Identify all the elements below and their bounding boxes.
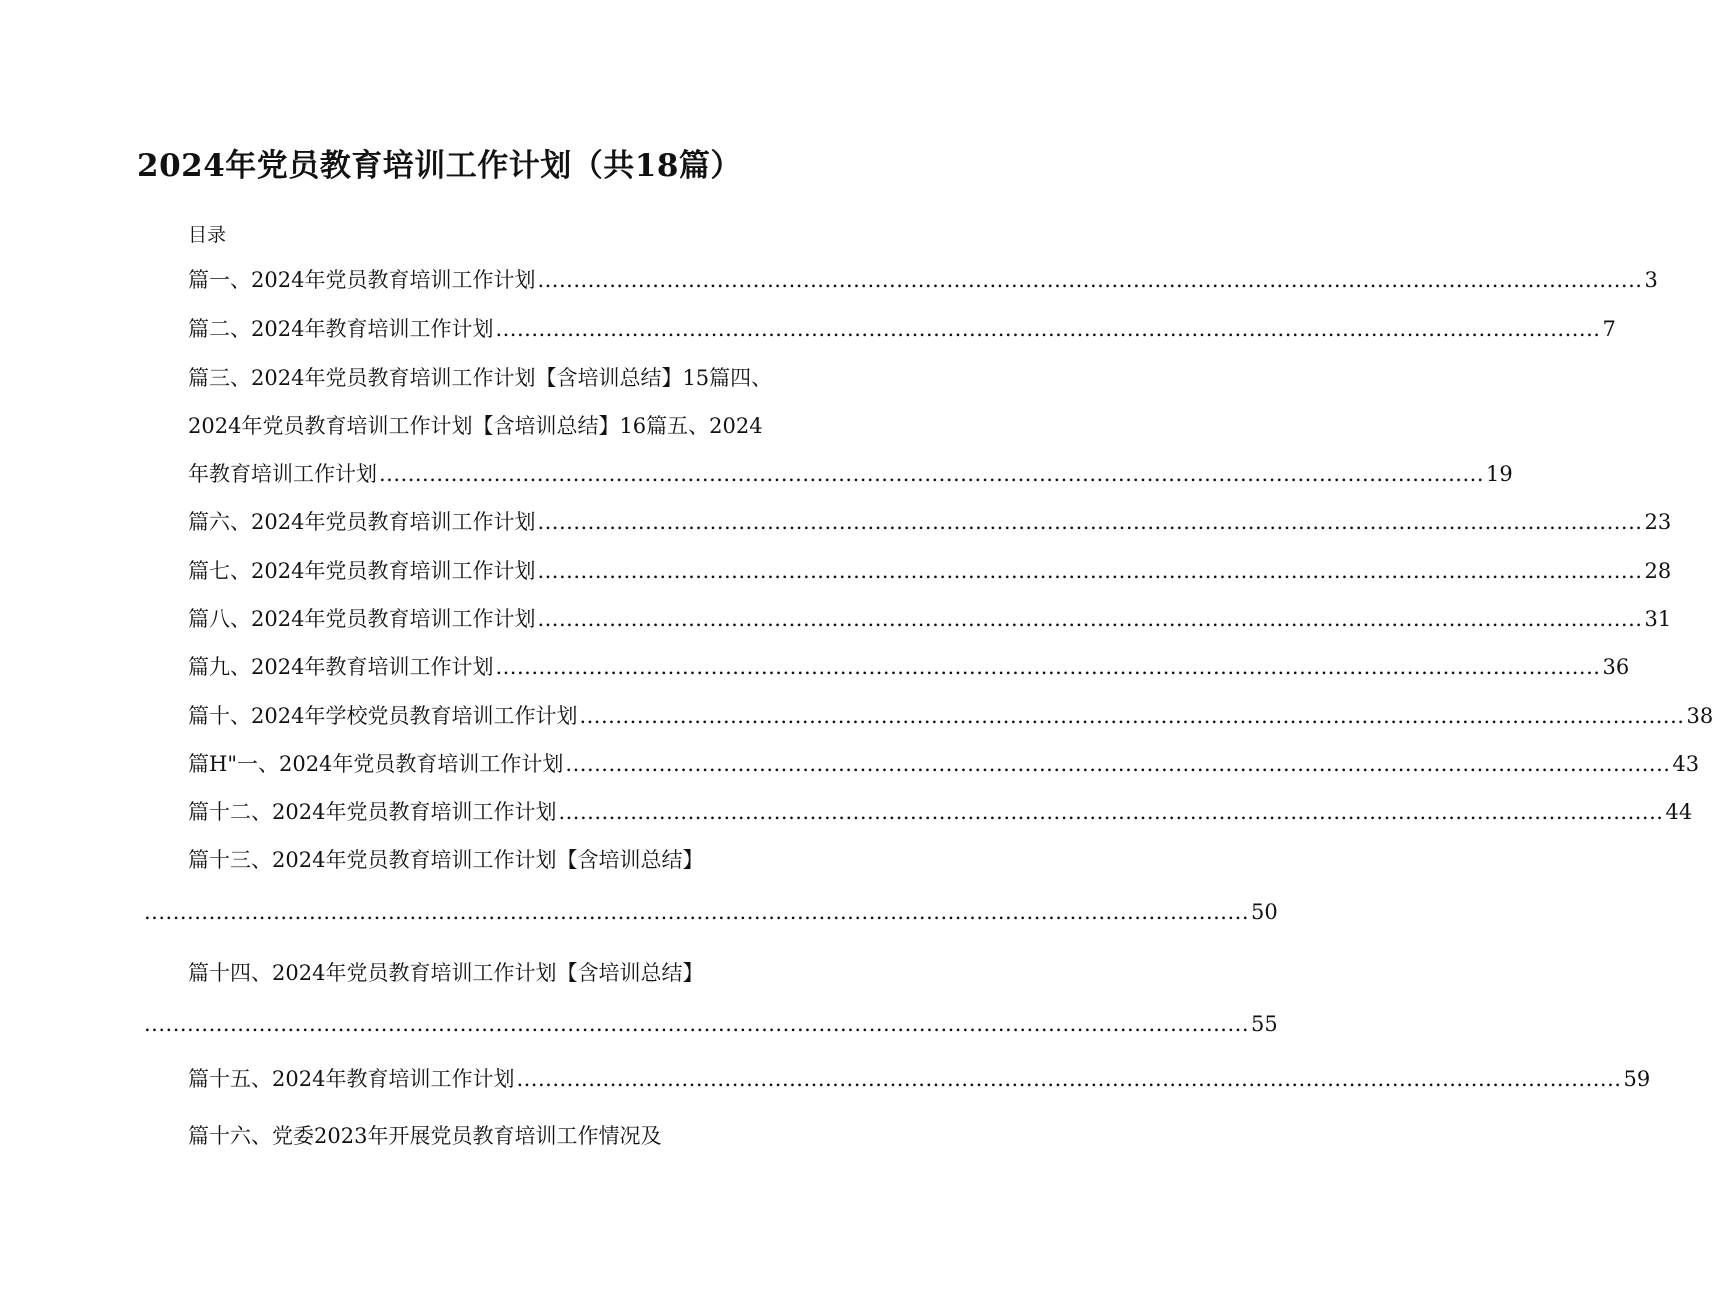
dot-leader: ..........................................................................................................................................................: [537, 559, 1643, 583]
toc-entry-1[interactable]: [188, 266, 1658, 294]
toc-entry-page: 3: [1644, 268, 1658, 292]
dot-leader: ..........................................................................................................................................................: [537, 510, 1643, 534]
toc-entry-page: 38: [1686, 704, 1713, 728]
toc-entry-label: 篇七、2024年党员教育培训工作计划: [188, 559, 536, 583]
toc-entry-page: 43: [1672, 752, 1700, 776]
toc-entry-15[interactable]: [188, 1065, 1651, 1093]
toc-entry-page: 50: [1251, 900, 1278, 924]
toc-entry-13-title[interactable]: 篇十三、2024年党员教育培训工作计划【含培训总结】: [188, 848, 704, 872]
toc-entry-7[interactable]: [188, 557, 1672, 585]
toc-entry-6[interactable]: [188, 508, 1672, 536]
toc-entry-label: 篇十二、2024年党员教育培训工作计划: [188, 800, 557, 824]
toc-entry-label: 篇八、2024年党员教育培训工作计划: [188, 607, 536, 631]
toc-entry-10[interactable]: [188, 702, 1713, 730]
toc-entry-9[interactable]: [188, 653, 1630, 681]
dot-leader: ..........................................................................................................................................................: [495, 655, 1601, 679]
dot-leader: ..........................................................................................................................................................: [144, 900, 1249, 924]
dot-leader: ..........................................................................................................................................................: [565, 752, 1671, 776]
toc-entry-page: 7: [1602, 317, 1616, 341]
toc-entry-8[interactable]: [188, 605, 1672, 633]
toc-entry-page: 59: [1623, 1067, 1651, 1091]
toc-entry-label: 篇六、2024年党员教育培训工作计划: [188, 510, 536, 534]
toc-entry-page: 36: [1602, 655, 1630, 679]
toc-entry-12[interactable]: [188, 798, 1693, 826]
toc-entry-13-leader-line[interactable]: [142, 898, 1278, 926]
toc-entry-page: 55: [1251, 1012, 1278, 1036]
toc-entry-label: 篇十、2024年学校党员教育培训工作计划: [188, 704, 578, 728]
dot-leader: ..........................................................................................................................................................: [558, 800, 1664, 824]
dot-leader: ..........................................................................................................................................................: [537, 607, 1643, 631]
document-title: 2024年党员教育培训工作计划（共18篇）: [137, 148, 742, 184]
toc-entry-page: 19: [1486, 462, 1513, 486]
dot-leader: ..........................................................................................................................................................: [144, 1012, 1249, 1036]
toc-entry-14-leader-line[interactable]: [142, 1010, 1278, 1038]
dot-leader: ..........................................................................................................................................................: [579, 704, 1685, 728]
dot-leader: ..........................................................................................................................................................: [495, 317, 1601, 341]
toc-entry-label: 篇十五、2024年教育培训工作计划: [188, 1067, 515, 1091]
toc-entry-label: 篇一、2024年党员教育培训工作计划: [188, 268, 536, 292]
toc-entry-page: 23: [1644, 510, 1672, 534]
toc-entry-label: 年教育培训工作计划: [188, 462, 377, 486]
toc-entry-2[interactable]: [188, 315, 1616, 343]
toc-entry-page: 28: [1644, 559, 1672, 583]
toc-entry-14-title[interactable]: 篇十四、2024年党员教育培训工作计划【含培训总结】: [188, 961, 704, 985]
toc-entry-11[interactable]: [188, 750, 1700, 778]
dot-leader: ..........................................................................................................................................................: [516, 1067, 1622, 1091]
toc-entry-label: 篇九、2024年教育培训工作计划: [188, 655, 494, 679]
dot-leader: ..........................................................................................................................................................: [537, 268, 1643, 292]
toc-entry-page: 44: [1665, 800, 1693, 824]
toc-entry-3-wrapped[interactable]: 篇三、2024年党员教育培训工作计划【含培训总结】15篇四、: [188, 366, 773, 390]
toc-entry-label: 篇H"一、2024年党员教育培训工作计划: [188, 752, 564, 776]
toc-entry-5[interactable]: [188, 460, 1513, 488]
toc-heading: 目录: [188, 224, 227, 246]
toc-entry-label: 篇二、2024年教育培训工作计划: [188, 317, 494, 341]
toc-entry-16-title[interactable]: 篇十六、党委2023年开展党员教育培训工作情况及: [188, 1124, 662, 1148]
toc-entry-page: 31: [1644, 607, 1672, 631]
dot-leader: ..........................................................................................................................................................: [379, 462, 1484, 486]
toc-entry-4-wrapped[interactable]: 2024年党员教育培训工作计划【含培训总结】16篇五、2024: [188, 414, 763, 438]
